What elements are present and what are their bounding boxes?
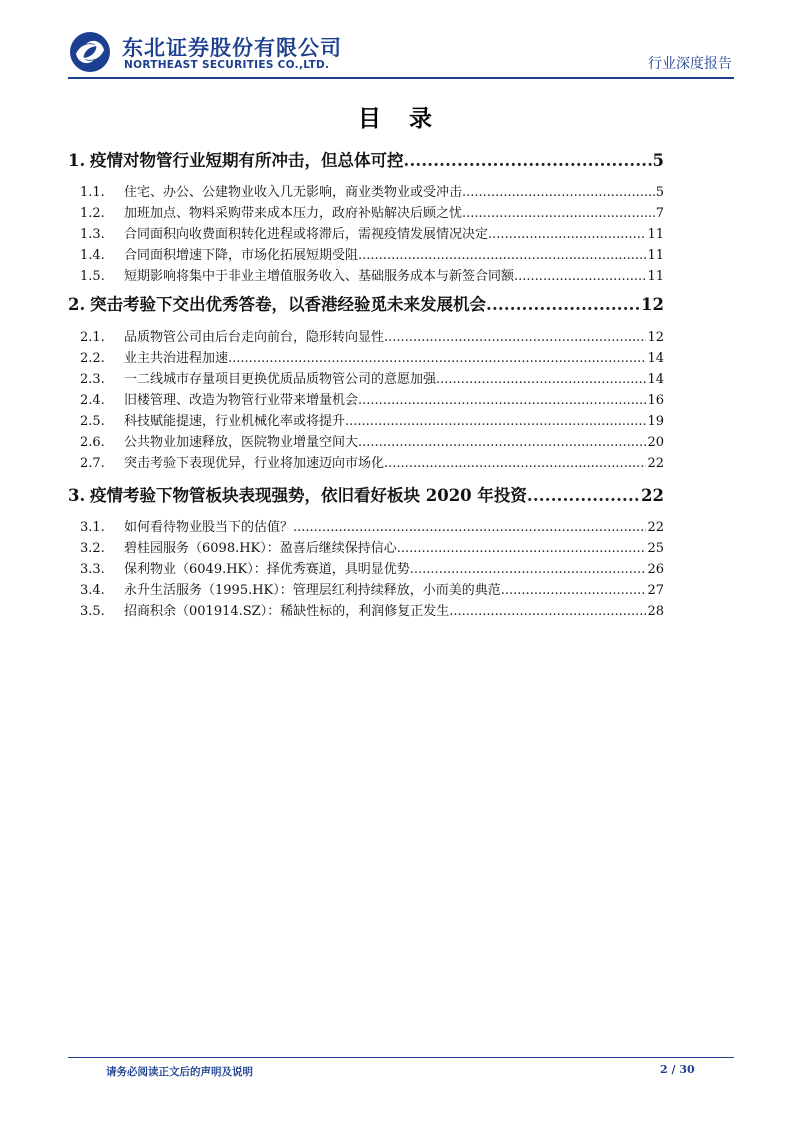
toc-page-number: 22 xyxy=(647,456,664,471)
toc-page-number: 5 xyxy=(655,185,664,200)
toc-page-number: 14 xyxy=(647,351,664,366)
toc-page-number: 26 xyxy=(647,562,664,577)
dot-leader xyxy=(486,295,640,314)
toc-item-number: 2.4. xyxy=(80,393,105,408)
toc-page-number: 11 xyxy=(647,227,664,242)
dot-leader xyxy=(345,414,646,429)
toc-item-title: 碧桂园服务（6098.HK）：盈喜后继续保持信心 xyxy=(124,541,397,556)
toc-item-title: 一二线城市存量项目更换优质品质物管公司的意愿加强 xyxy=(124,372,437,387)
toc-item-title: 短期影响将集中于非业主增值服务收入、基础服务成本与新签合同额 xyxy=(124,269,515,284)
toc-section-title: 突击考验下交出优秀答卷，以香港经验觅未来发展机会 xyxy=(90,295,486,314)
dot-leader xyxy=(410,562,647,577)
toc-item-number: 1.4. xyxy=(80,248,105,263)
dot-leader xyxy=(384,456,646,471)
toc-title: 目 录 xyxy=(357,105,442,132)
dot-leader xyxy=(527,486,640,505)
toc-item-3-2[interactable] xyxy=(68,537,664,557)
toc-item-1-1[interactable] xyxy=(68,181,664,201)
toc-item-3-4[interactable] xyxy=(68,579,664,599)
toc-item-number: 3.5. xyxy=(80,604,105,619)
dot-leader xyxy=(501,583,647,598)
toc-item-number: 2.7. xyxy=(80,456,105,471)
toc-item-number: 1.5. xyxy=(80,269,105,284)
dot-leader xyxy=(293,520,646,535)
toc-item-3-5[interactable] xyxy=(68,600,664,620)
footer-divider xyxy=(68,1057,734,1058)
dot-leader xyxy=(462,185,655,200)
toc-page-number: 7 xyxy=(655,206,664,221)
toc-page-number: 5 xyxy=(652,151,664,170)
toc-item-number: 1.1. xyxy=(80,185,105,200)
page-indicator: 2 / 30 xyxy=(660,1063,695,1076)
toc-page-number: 20 xyxy=(647,435,664,450)
dot-leader xyxy=(358,435,646,450)
toc-page-number: 12 xyxy=(641,295,664,314)
toc-item-number: 2.2. xyxy=(80,351,105,366)
toc-item-number: 3.4. xyxy=(80,583,105,598)
toc-item-title: 合同面积增速下降，市场化拓展短期受阻 xyxy=(124,248,359,263)
toc-item-title: 旧楼管理、改造为物管行业带来增量机会 xyxy=(124,393,359,408)
dot-leader xyxy=(488,227,646,242)
company-name-cn: 东北证券股份有限公司 xyxy=(122,36,342,60)
toc-section-title: 疫情考验下物管板块表现强势，依旧看好板块 2020 年投资 xyxy=(90,486,527,505)
toc-section-2[interactable] xyxy=(68,291,664,315)
toc-item-title: 保利物业（6049.HK）：择优秀赛道，具明显优势 xyxy=(124,562,410,577)
toc-section-1[interactable] xyxy=(68,147,664,171)
toc-item-title: 招商积余（001914.SZ）：稀缺性标的，利润修复正发生 xyxy=(124,604,450,619)
toc-item-1-3[interactable] xyxy=(68,223,664,243)
toc-item-2-2[interactable] xyxy=(68,347,664,367)
dot-leader xyxy=(228,351,646,366)
toc-item-2-4[interactable] xyxy=(68,389,664,409)
toc-item-number: 2.5. xyxy=(80,414,105,429)
toc-page-number: 27 xyxy=(647,583,664,598)
company-name-en: NORTHEAST SECURITIES CO.,LTD. xyxy=(124,59,330,71)
toc-page-number: 14 xyxy=(647,372,664,387)
toc-item-1-4[interactable] xyxy=(68,244,664,264)
dot-leader xyxy=(514,269,646,284)
toc-item-2-7[interactable] xyxy=(68,452,664,472)
toc-item-title: 业主共治进程加速 xyxy=(124,351,229,366)
toc-item-1-2[interactable] xyxy=(68,202,664,222)
toc-item-title: 品质物管公司由后台走向前台，隐形转向显性 xyxy=(124,330,385,345)
toc-item-title: 永升生活服务（1995.HK）：管理层红利持续释放，小而美的典范 xyxy=(124,583,501,598)
northeast-securities-logo-icon xyxy=(68,30,112,74)
toc-item-2-6[interactable] xyxy=(68,431,664,451)
report-type-label: 行业深度报告 xyxy=(648,56,732,72)
toc-page-number: 22 xyxy=(641,486,664,505)
toc-item-3-3[interactable] xyxy=(68,558,664,578)
toc-item-title: 公共物业加速释放，医院物业增量空间大 xyxy=(124,435,359,450)
dot-leader xyxy=(358,248,646,263)
toc-page-number: 12 xyxy=(647,330,664,345)
toc-section-number: 1. xyxy=(68,151,86,170)
dot-leader xyxy=(358,393,646,408)
toc-item-2-1[interactable] xyxy=(68,326,664,346)
toc-page-number: 16 xyxy=(647,393,664,408)
toc-page-number: 22 xyxy=(647,520,664,535)
toc-page-number: 28 xyxy=(647,604,664,619)
toc-item-3-1[interactable] xyxy=(68,516,664,536)
dot-leader xyxy=(404,151,652,170)
toc-section-number: 2. xyxy=(68,295,86,314)
toc-item-2-5[interactable] xyxy=(68,410,664,430)
header-divider xyxy=(68,77,734,79)
toc-item-title: 合同面积向收费面积转化进程或将滞后，需视疫情发展情况决定 xyxy=(124,227,489,242)
toc-item-title: 加班加点、物料采购带来成本压力，政府补贴解决后顾之忧 xyxy=(124,206,463,221)
toc-section-number: 3. xyxy=(68,486,86,505)
toc-section-title: 疫情对物管行业短期有所冲击，但总体可控 xyxy=(90,151,404,170)
toc-page-number: 11 xyxy=(647,248,664,263)
toc-item-number: 3.3. xyxy=(80,562,105,577)
dot-leader xyxy=(462,206,655,221)
toc-item-title: 如何看待物业股当下的估值？ xyxy=(124,520,294,535)
dot-leader xyxy=(397,541,647,556)
toc-page-number: 19 xyxy=(647,414,664,429)
toc-page-number: 11 xyxy=(647,269,664,284)
dot-leader xyxy=(449,604,646,619)
toc-page-number: 25 xyxy=(647,541,664,556)
toc-item-number: 1.3. xyxy=(80,227,105,242)
toc-item-number: 1.2. xyxy=(80,206,105,221)
toc-item-title: 突击考验下表现优异，行业将加速迈向市场化 xyxy=(124,456,385,471)
page-header xyxy=(68,26,734,76)
toc-item-title: 住宅、办公、公建物业收入几无影响，商业类物业或受冲击 xyxy=(124,185,463,200)
dot-leader xyxy=(436,372,646,387)
footer-disclaimer: 请务必阅读正文后的声明及说明 xyxy=(106,1066,253,1078)
toc-item-number: 2.3. xyxy=(80,372,105,387)
toc-item-2-3[interactable] xyxy=(68,368,664,388)
toc-item-1-5[interactable] xyxy=(68,265,664,285)
dot-leader xyxy=(384,330,646,345)
toc-item-number: 2.6. xyxy=(80,435,105,450)
toc-item-number: 3.1. xyxy=(80,520,105,535)
toc-item-number: 2.1. xyxy=(80,330,105,345)
toc-item-title: 科技赋能提速，行业机械化率或将提升 xyxy=(124,414,346,429)
toc-item-number: 3.2. xyxy=(80,541,105,556)
toc-section-3[interactable] xyxy=(68,482,664,506)
